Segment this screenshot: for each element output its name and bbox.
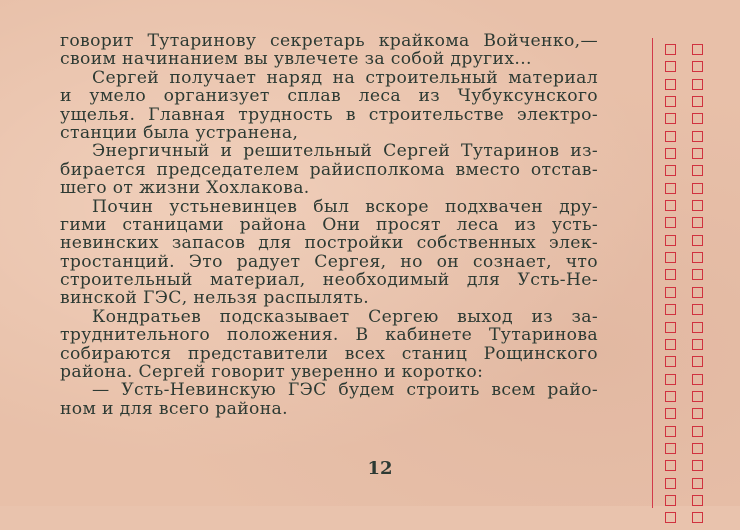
margin-box-column-left xyxy=(665,44,679,530)
margin-box xyxy=(692,217,703,228)
margin-box xyxy=(665,252,676,263)
margin-box xyxy=(692,287,703,298)
margin-box xyxy=(665,235,676,246)
margin-box xyxy=(692,235,703,246)
margin-box xyxy=(665,200,676,211)
margin-box xyxy=(692,443,703,454)
margin-box xyxy=(692,304,703,315)
margin-box xyxy=(692,512,703,523)
margin-rule xyxy=(652,38,653,508)
text-line: бирается председателем райисполкома вместо отстав- xyxy=(60,159,598,180)
text-line: Сергей получает наряд на строительный материал xyxy=(92,67,598,88)
margin-box xyxy=(665,478,676,489)
text-line: невинских запасов для постройки собственных элек- xyxy=(60,233,598,254)
margin-box xyxy=(692,408,703,419)
margin-box xyxy=(692,61,703,72)
margin-box xyxy=(692,339,703,350)
text-line: района. Сергей говорит уверенно и коротко: xyxy=(60,362,484,383)
margin-box xyxy=(665,391,676,402)
margin-box xyxy=(665,61,676,72)
margin-box xyxy=(665,322,676,333)
text-line: — Усть-Невинскую ГЭС будем строить всем райо- xyxy=(92,380,598,401)
margin-box xyxy=(665,96,676,107)
margin-box xyxy=(665,339,676,350)
margin-box xyxy=(692,460,703,471)
text-line: станции была устранена, xyxy=(60,122,299,143)
margin-box xyxy=(665,217,676,228)
margin-box xyxy=(692,183,703,194)
margin-box xyxy=(692,356,703,367)
margin-box xyxy=(665,131,676,142)
margin-box xyxy=(692,252,703,263)
text-line: Энергичный и решительный Сергей Тутаринов из- xyxy=(92,141,598,162)
margin-box xyxy=(665,426,676,437)
margin-box xyxy=(665,183,676,194)
margin-box xyxy=(692,165,703,176)
margin-box xyxy=(665,269,676,280)
margin-box xyxy=(665,356,676,367)
margin-box xyxy=(665,443,676,454)
margin-box xyxy=(692,478,703,489)
text-line: винской ГЭС, нельзя распылять. xyxy=(60,288,370,309)
margin-box xyxy=(692,79,703,90)
margin-box xyxy=(665,165,676,176)
margin-box xyxy=(692,374,703,385)
margin-box xyxy=(692,269,703,280)
margin-box xyxy=(692,131,703,142)
margin-box xyxy=(665,304,676,315)
margin-box xyxy=(665,79,676,90)
margin-box-column-right xyxy=(692,44,706,530)
body-text xyxy=(60,32,598,418)
text-line: тростанций. Это радует Сергея, но он сознает, что xyxy=(60,251,598,272)
margin-box xyxy=(665,287,676,298)
margin-box xyxy=(665,512,676,523)
margin-box xyxy=(665,113,676,124)
margin-box xyxy=(692,113,703,124)
margin-box xyxy=(665,495,676,506)
margin-box xyxy=(692,44,703,55)
margin-box xyxy=(692,200,703,211)
margin-box xyxy=(665,44,676,55)
text-line: труднительного положения. В кабинете Тутаринова xyxy=(60,325,598,346)
text-line: и умело организует сплав леса из Чубуксунского xyxy=(60,86,598,107)
text-line: гими станицами района Они просят леса из усть- xyxy=(60,214,598,235)
margin-box xyxy=(665,408,676,419)
margin-box xyxy=(692,426,703,437)
text-line: Кондратьев подсказывает Сергею выход из за- xyxy=(92,306,598,327)
text-line: ном и для всего района. xyxy=(60,398,288,419)
margin-box xyxy=(692,391,703,402)
margin-box xyxy=(692,322,703,333)
text-line: шего от жизни Хохлакова. xyxy=(60,178,310,199)
text-line: собираются представители всех станиц Рощинского xyxy=(60,343,598,364)
margin-box xyxy=(665,148,676,159)
text-line: своим начинанием вы увлечете за собой других... xyxy=(60,49,532,70)
text-line: Почин устьневинцев был вскоре подхвачен дру- xyxy=(92,196,598,217)
text-line: говорит Тутаринову секретарь крайкома Войченко,— xyxy=(60,31,598,51)
margin-box xyxy=(692,96,703,107)
text-line: строительный материал, необходимый для Усть-Не- xyxy=(60,270,598,291)
margin-box xyxy=(665,460,676,471)
margin-box xyxy=(665,374,676,385)
page-number: 12 xyxy=(367,458,393,479)
margin-box xyxy=(692,148,703,159)
margin-box xyxy=(692,495,703,506)
text-line: ущелья. Главная трудность в строительстве электро- xyxy=(60,104,598,125)
